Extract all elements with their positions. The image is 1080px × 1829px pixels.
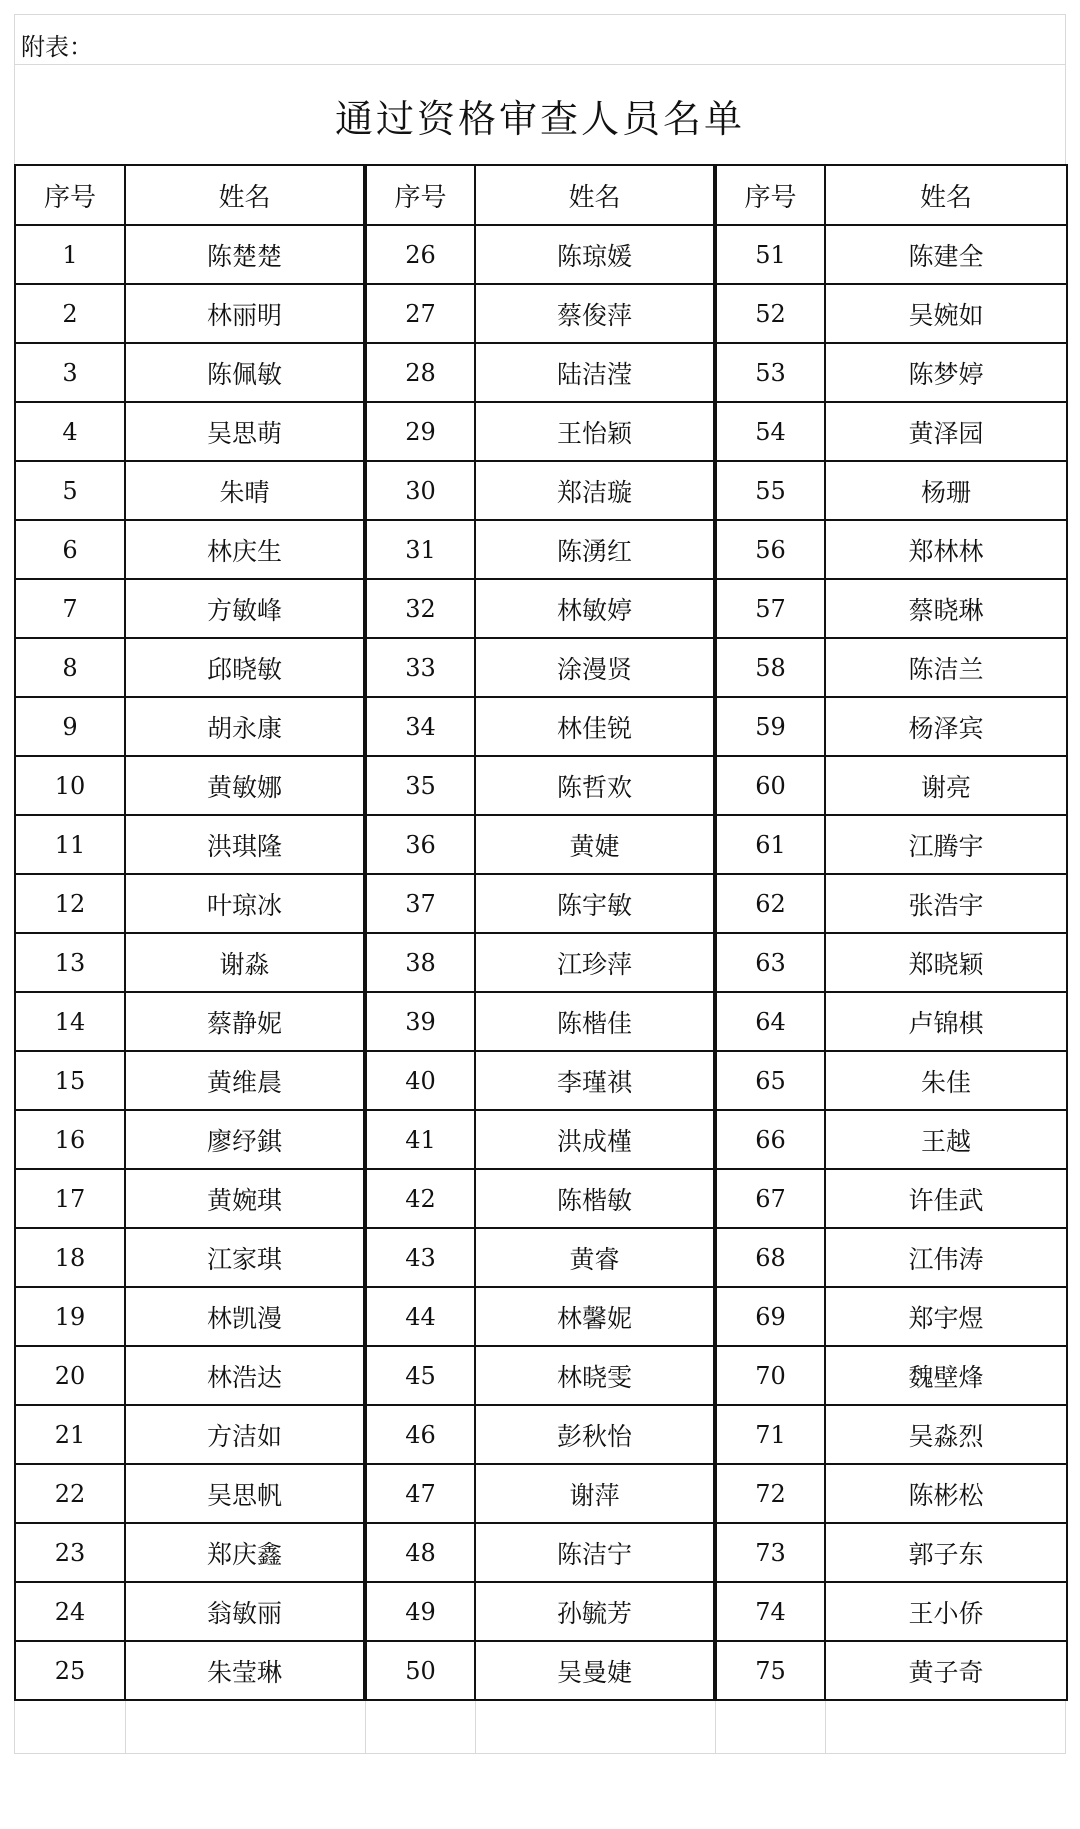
row-number: 5 — [15, 461, 125, 520]
row-number: 32 — [365, 579, 475, 638]
title-row — [14, 64, 1066, 165]
row-number: 63 — [715, 933, 825, 992]
person-name: 朱佳 — [825, 1051, 1067, 1110]
person-name: 卢锦棋 — [825, 992, 1067, 1051]
table-row — [15, 461, 1067, 520]
row-number: 11 — [15, 815, 125, 874]
row-number: 69 — [715, 1287, 825, 1346]
row-number: 39 — [365, 992, 475, 1051]
table-row — [15, 1287, 1067, 1346]
table-row — [15, 874, 1067, 933]
person-name: 陈彬松 — [825, 1464, 1067, 1523]
person-name: 陈琼媛 — [475, 225, 715, 284]
row-number: 36 — [365, 815, 475, 874]
table-row — [15, 1582, 1067, 1641]
row-number: 38 — [365, 933, 475, 992]
table-row — [15, 343, 1067, 402]
person-name: 叶琼冰 — [125, 874, 365, 933]
row-number: 56 — [715, 520, 825, 579]
person-name: 林佳锐 — [475, 697, 715, 756]
row-number: 7 — [15, 579, 125, 638]
person-name: 吴曼婕 — [475, 1641, 715, 1700]
row-number: 26 — [365, 225, 475, 284]
person-name: 王小侨 — [825, 1582, 1067, 1641]
person-name: 郑宇煜 — [825, 1287, 1067, 1346]
row-number: 60 — [715, 756, 825, 815]
blank-cell-divider — [475, 1701, 476, 1753]
row-number: 6 — [15, 520, 125, 579]
table-row — [15, 933, 1067, 992]
person-name: 林晓雯 — [475, 1346, 715, 1405]
person-name: 江珍萍 — [475, 933, 715, 992]
person-name: 谢亮 — [825, 756, 1067, 815]
attachment-row — [14, 14, 1066, 65]
table-row — [15, 225, 1067, 284]
row-number: 43 — [365, 1228, 475, 1287]
person-name: 许佳武 — [825, 1169, 1067, 1228]
row-number: 31 — [365, 520, 475, 579]
person-name: 黄维晨 — [125, 1051, 365, 1110]
blank-cell-divider — [125, 1701, 126, 1753]
header-number: 序号 — [365, 165, 475, 225]
table-row — [15, 1228, 1067, 1287]
person-name: 洪成槿 — [475, 1110, 715, 1169]
row-number: 12 — [15, 874, 125, 933]
table-row — [15, 284, 1067, 343]
row-number: 41 — [365, 1110, 475, 1169]
person-name: 杨珊 — [825, 461, 1067, 520]
table-row — [15, 1169, 1067, 1228]
person-name: 林馨妮 — [475, 1287, 715, 1346]
row-number: 42 — [365, 1169, 475, 1228]
person-name: 王越 — [825, 1110, 1067, 1169]
row-number: 46 — [365, 1405, 475, 1464]
row-number: 58 — [715, 638, 825, 697]
row-number: 24 — [15, 1582, 125, 1641]
row-number: 73 — [715, 1523, 825, 1582]
row-number: 23 — [15, 1523, 125, 1582]
blank-cell-divider — [715, 1701, 716, 1753]
row-number: 13 — [15, 933, 125, 992]
row-number: 44 — [365, 1287, 475, 1346]
person-name: 陈洁兰 — [825, 638, 1067, 697]
row-number: 64 — [715, 992, 825, 1051]
person-name: 林浩达 — [125, 1346, 365, 1405]
roster-table — [14, 164, 1068, 1701]
person-name: 邱晓敏 — [125, 638, 365, 697]
person-name: 洪琪隆 — [125, 815, 365, 874]
row-number: 16 — [15, 1110, 125, 1169]
header-number: 序号 — [715, 165, 825, 225]
row-number: 66 — [715, 1110, 825, 1169]
row-number: 55 — [715, 461, 825, 520]
person-name: 江伟涛 — [825, 1228, 1067, 1287]
row-number: 49 — [365, 1582, 475, 1641]
row-number: 28 — [365, 343, 475, 402]
row-number: 3 — [15, 343, 125, 402]
person-name: 陈梦婷 — [825, 343, 1067, 402]
row-number: 70 — [715, 1346, 825, 1405]
person-name: 杨泽宾 — [825, 697, 1067, 756]
row-number: 35 — [365, 756, 475, 815]
row-number: 14 — [15, 992, 125, 1051]
person-name: 郑庆鑫 — [125, 1523, 365, 1582]
person-name: 陆洁滢 — [475, 343, 715, 402]
person-name: 黄婕 — [475, 815, 715, 874]
row-number: 18 — [15, 1228, 125, 1287]
person-name: 陈楚楚 — [125, 225, 365, 284]
page-title: 通过资格审查人员名单 — [334, 96, 745, 141]
row-number: 50 — [365, 1641, 475, 1700]
header-number: 序号 — [15, 165, 125, 225]
header-name: 姓名 — [475, 165, 715, 225]
person-name: 林敏婷 — [475, 579, 715, 638]
person-name: 林丽明 — [125, 284, 365, 343]
row-number: 61 — [715, 815, 825, 874]
person-name: 方敏峰 — [125, 579, 365, 638]
row-number: 1 — [15, 225, 125, 284]
attachment-label: 附表： — [21, 33, 93, 61]
person-name: 江家琪 — [125, 1228, 365, 1287]
row-number: 47 — [365, 1464, 475, 1523]
person-name: 翁敏丽 — [125, 1582, 365, 1641]
row-number: 48 — [365, 1523, 475, 1582]
person-name: 张浩宇 — [825, 874, 1067, 933]
row-number: 2 — [15, 284, 125, 343]
row-number: 71 — [715, 1405, 825, 1464]
person-name: 黄睿 — [475, 1228, 715, 1287]
row-number: 10 — [15, 756, 125, 815]
person-name: 涂漫贤 — [475, 638, 715, 697]
row-number: 75 — [715, 1641, 825, 1700]
header-row — [15, 165, 1067, 225]
table-row — [15, 402, 1067, 461]
person-name: 蔡静妮 — [125, 992, 365, 1051]
person-name: 陈宇敏 — [475, 874, 715, 933]
person-name: 陈楷佳 — [475, 992, 715, 1051]
row-number: 17 — [15, 1169, 125, 1228]
blank-cell-divider — [825, 1701, 826, 1753]
person-name: 吴思帆 — [125, 1464, 365, 1523]
table-row — [15, 1464, 1067, 1523]
row-number: 33 — [365, 638, 475, 697]
person-name: 林庆生 — [125, 520, 365, 579]
person-name: 郑洁璇 — [475, 461, 715, 520]
row-number: 20 — [15, 1346, 125, 1405]
table-row — [15, 638, 1067, 697]
person-name: 彭秋怡 — [475, 1405, 715, 1464]
person-name: 陈湧红 — [475, 520, 715, 579]
row-number: 25 — [15, 1641, 125, 1700]
person-name: 谢萍 — [475, 1464, 715, 1523]
person-name: 郭子东 — [825, 1523, 1067, 1582]
table-row — [15, 520, 1067, 579]
row-number: 19 — [15, 1287, 125, 1346]
blank-cell-divider — [365, 1701, 366, 1753]
person-name: 陈楷敏 — [475, 1169, 715, 1228]
person-name: 谢淼 — [125, 933, 365, 992]
person-name: 方洁如 — [125, 1405, 365, 1464]
person-name: 郑林林 — [825, 520, 1067, 579]
person-name: 黄泽园 — [825, 402, 1067, 461]
header-name: 姓名 — [825, 165, 1067, 225]
person-name: 朱莹琳 — [125, 1641, 365, 1700]
person-name: 蔡晓琳 — [825, 579, 1067, 638]
person-name: 蔡俊萍 — [475, 284, 715, 343]
person-name: 吴婉如 — [825, 284, 1067, 343]
row-number: 74 — [715, 1582, 825, 1641]
row-number: 29 — [365, 402, 475, 461]
row-number: 67 — [715, 1169, 825, 1228]
row-number: 51 — [715, 225, 825, 284]
row-number: 53 — [715, 343, 825, 402]
blank-row — [14, 1701, 1066, 1754]
row-number: 21 — [15, 1405, 125, 1464]
table-row — [15, 1346, 1067, 1405]
row-number: 37 — [365, 874, 475, 933]
row-number: 8 — [15, 638, 125, 697]
table-row — [15, 1523, 1067, 1582]
row-number: 62 — [715, 874, 825, 933]
person-name: 朱晴 — [125, 461, 365, 520]
row-number: 54 — [715, 402, 825, 461]
table-row — [15, 1405, 1067, 1464]
person-name: 黄子奇 — [825, 1641, 1067, 1700]
table-row — [15, 1051, 1067, 1110]
row-number: 4 — [15, 402, 125, 461]
person-name: 胡永康 — [125, 697, 365, 756]
row-number: 27 — [365, 284, 475, 343]
row-number: 15 — [15, 1051, 125, 1110]
table-row — [15, 1641, 1067, 1700]
table-row — [15, 579, 1067, 638]
header-name: 姓名 — [125, 165, 365, 225]
person-name: 李瑾祺 — [475, 1051, 715, 1110]
row-number: 57 — [715, 579, 825, 638]
row-number: 72 — [715, 1464, 825, 1523]
person-name: 陈哲欢 — [475, 756, 715, 815]
table-row — [15, 756, 1067, 815]
person-name: 吴思萌 — [125, 402, 365, 461]
row-number: 34 — [365, 697, 475, 756]
row-number: 30 — [365, 461, 475, 520]
row-number: 22 — [15, 1464, 125, 1523]
person-name: 魏壁烽 — [825, 1346, 1067, 1405]
row-number: 52 — [715, 284, 825, 343]
person-name: 吴淼烈 — [825, 1405, 1067, 1464]
person-name: 廖纾錤 — [125, 1110, 365, 1169]
person-name: 陈建全 — [825, 225, 1067, 284]
table-row — [15, 697, 1067, 756]
person-name: 王怡颖 — [475, 402, 715, 461]
row-number: 9 — [15, 697, 125, 756]
table-row — [15, 815, 1067, 874]
spreadsheet — [14, 14, 1066, 1814]
person-name: 黄婉琪 — [125, 1169, 365, 1228]
row-number: 65 — [715, 1051, 825, 1110]
person-name: 郑晓颖 — [825, 933, 1067, 992]
person-name: 陈洁宁 — [475, 1523, 715, 1582]
person-name: 孙毓芳 — [475, 1582, 715, 1641]
person-name: 陈佩敏 — [125, 343, 365, 402]
row-number: 59 — [715, 697, 825, 756]
row-number: 40 — [365, 1051, 475, 1110]
person-name: 黄敏娜 — [125, 756, 365, 815]
table-row — [15, 992, 1067, 1051]
row-number: 68 — [715, 1228, 825, 1287]
person-name: 江腾宇 — [825, 815, 1067, 874]
table-row — [15, 1110, 1067, 1169]
row-number: 45 — [365, 1346, 475, 1405]
person-name: 林凯漫 — [125, 1287, 365, 1346]
